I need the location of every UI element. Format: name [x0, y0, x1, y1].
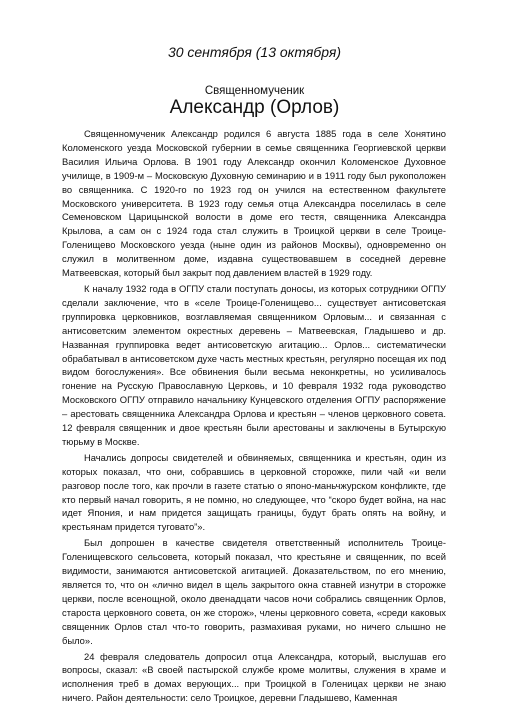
paragraph: Священномученик Александр родился 6 августа 1885 года в селе Хонятино Коломенского уезда Московской губернии в семье священника Георгиевской церкви Василия Ильича Орлова. В 1901 году Александр окончил Коломенское Духовное училище, в 1909-м – Московскую Духовную семинарию и в 1911 году был рукоположен во священника. С 1920-го по 1923 год он учился на естественном факультете Московского университета. В 1923 году семья отца Александра поселилась в селе Семеновском Царицынской волости в доме его тестя, священника Александра Крылова, а сам он с 1924 года стал служить в Троицкой церкви в селе Троице-Голенищево Московского уезда (ныне один из районов Москвы), одновременно он служил в молитвенном доме, издавна существовавшем в соседней деревне Матвеевская, который был закрыт под давлением властей в 1929 году.	[62, 128, 446, 279]
paragraph: Был допрошен в качестве свидетеля ответственный исполнитель Троице-Голенищевского сельсовета, который показал, что крестьяне и священник, по всей видимости, занимаются антисоветской агитацией. Доказательством, по его мнению, является то, что он «лично видел в щель закрытого окна ставней изнутри в сторожке церкви, после всенощной, около двенадцати часов ночи собрались священник Орлов, староста церковного совета, он же сторож», члены церковного совета, «среди каковых священник Орлов стал что-то говорить, размахивая руками, но ничего слышно не было».	[62, 537, 446, 646]
saint-rank: Священномученик	[204, 85, 305, 97]
paragraph: 24 февраля следователь допросил отца Александра, который, выслушав его вопросы, сказал: «В своей пастырской службе кроме молитвы, служения в храме и исполнения треб в домах верующих... при Троицкой в Голеницах церкви не знаю ничего. Район деятельности: село Троицкое, деревни Гладышево, Каменная	[62, 650, 446, 704]
paragraph: Начались допросы свидетелей и обвиняемых, священника и крестьян, один из которых показал, что они, собравшись в церковной сторожке, пили чай «и вели разговор после того, как прочли в газете статью о японо-маньчжурском конфликте, где кто первый начал говорить, я не помню, но следующее, что “скоро будет война, на нас идет Япония, и нам придется защищать границы, будут брать опять на войну, и крестьянам придется туговато”».	[62, 451, 446, 533]
saint-name: Александр (Орлов)	[169, 97, 340, 118]
paragraph: К началу 1932 года в ОГПУ стали поступать доносы, из которых сотрудники ОГПУ сделали заключение, что в «селе Троице-Голенищево... существует антисоветская группировка церковников, возглавляемая священником Орловым... и связанная с антисоветским элементом окрестных деревень – Матвеевская, Гладышево и др. Названная группировка ведет антисоветскую агитацию... Орлов... систематически обрабатывал в антисоветском духе часть местных крестьян, регулярно посещая их под видом богослужения». Все обвинения были весьма неконкретны, но усиливалось гонение на Русскую Православную Церковь, и 10 февраля 1932 года руководство Московского ОГПУ отправило начальнику Кунцевского отделения ОГПУ распоряжение – арестовать священника Александра Орлова и крестьян – членов церковного совета. 12 февраля священник и двое крестьян были арестованы и заключены в Бутырскую тюрьму в Москве.	[62, 282, 446, 447]
feast-date: 30 сентября (13 октября)	[167, 44, 342, 60]
biography-text	[62, 127, 446, 707]
